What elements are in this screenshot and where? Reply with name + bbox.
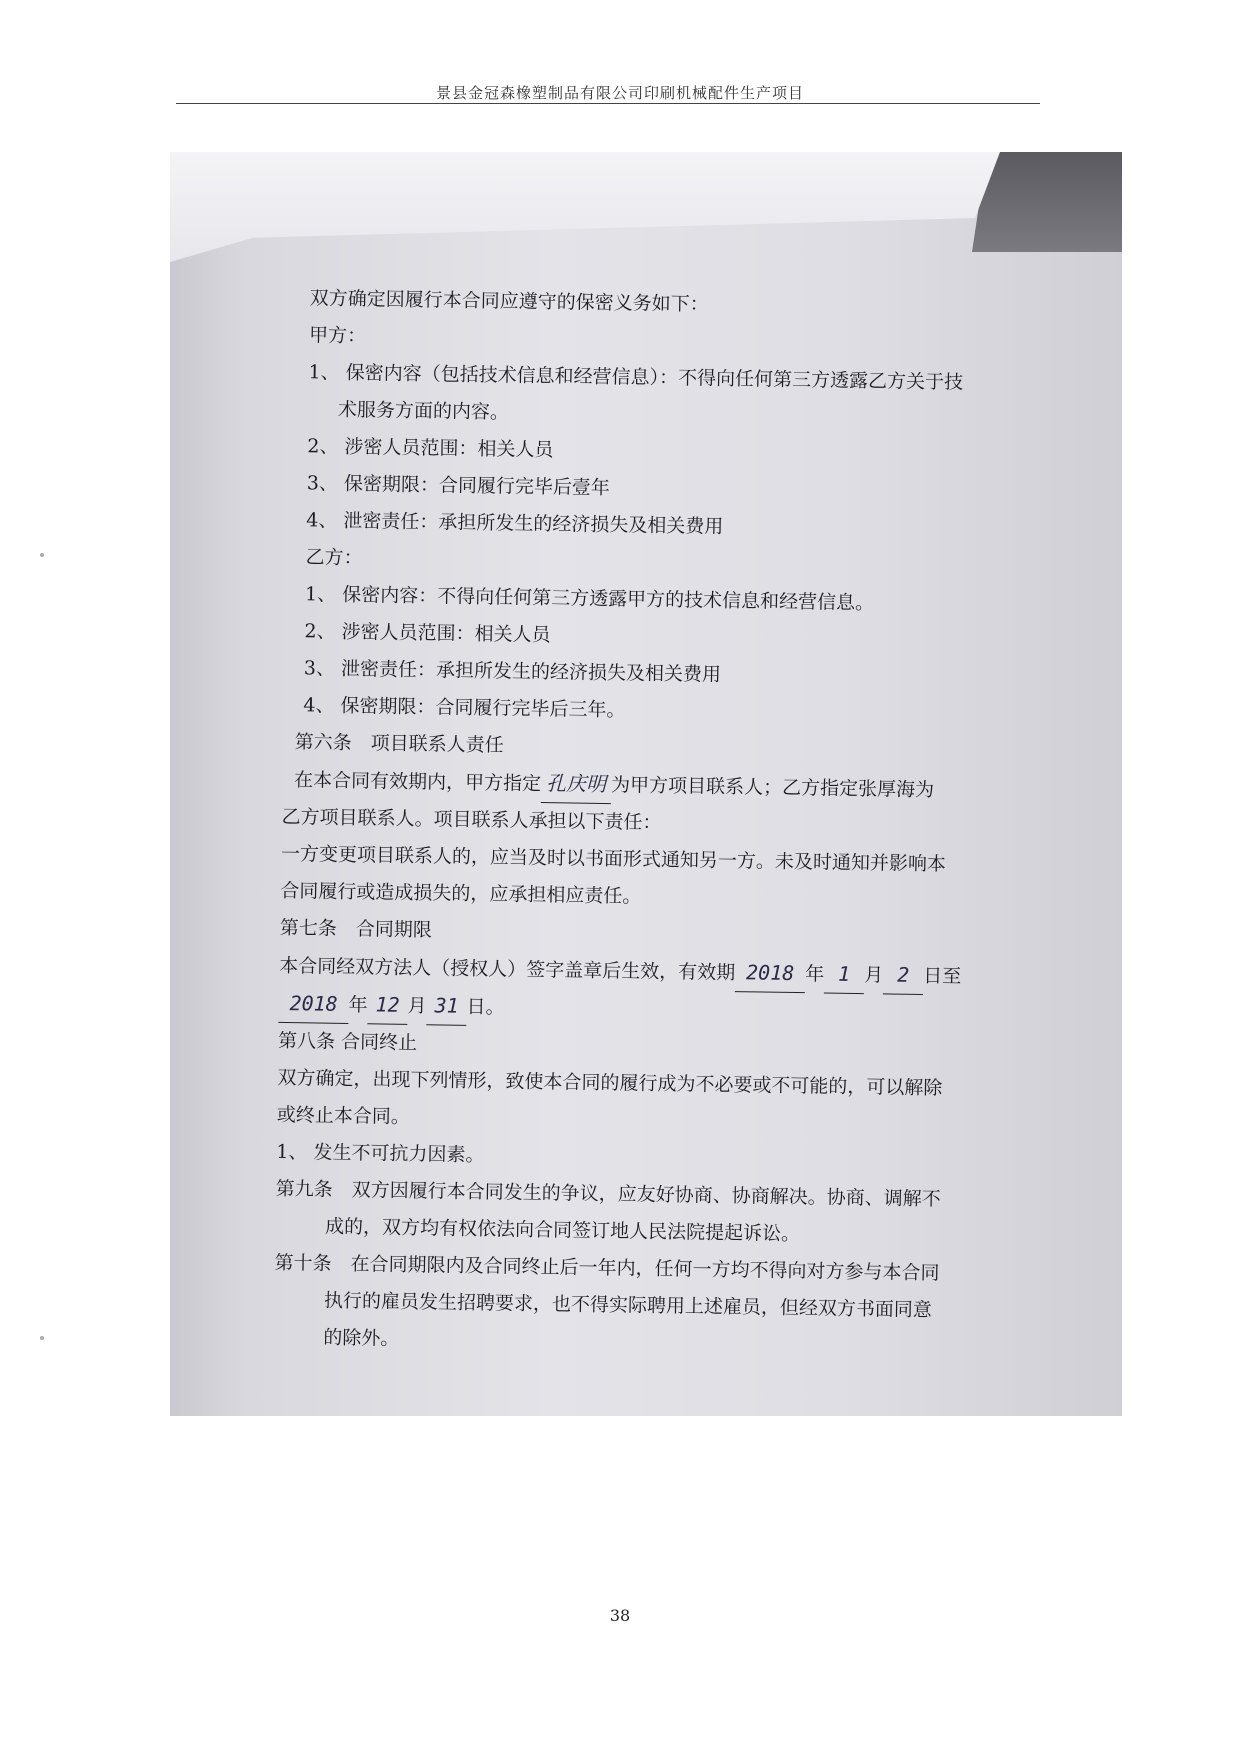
handwritten-contact-name: 孔庆明	[541, 765, 612, 804]
day-to-unit: 日至	[923, 965, 962, 988]
handwritten-start-year: 2018	[735, 954, 806, 993]
handwritten-end-year: 2018	[278, 985, 349, 1024]
scanned-contract-photo	[170, 152, 1122, 1416]
article-6-text: 合同履行或造成损失的，应承担相应责任。	[280, 879, 642, 908]
article-6-text: 为甲方项目联系人；乙方指定张厚海为	[610, 774, 935, 802]
handwritten-start-month: 1	[824, 955, 865, 994]
party-a-item: 3、 保密期限：合同履行完毕后壹年	[306, 472, 611, 500]
header-rule	[176, 103, 1040, 104]
folded-paper-edge	[170, 152, 1000, 262]
article-6-text: 一方变更项目联系人的，应当及时以书面形式通知另一方。未及时通知并影响本	[280, 842, 947, 876]
handwritten-start-day: 2	[883, 956, 924, 995]
article-9-text: 成的，双方均有权依法向合同签订地人民法院提起诉讼。	[324, 1215, 801, 1246]
article-8-text: 双方确定，出现下列情形，致使本合同的履行成为不必要或不可能的，可以解除	[277, 1066, 943, 1100]
month-unit: 月	[407, 994, 427, 1018]
year-unit: 年	[348, 994, 368, 1017]
article-6-text: 乙方项目联系人。项目联系人承担以下责任：	[281, 805, 662, 834]
article-9-text: 双方因履行本合同发生的争议，应友好协商、协商解决。协商、调解不	[351, 1179, 941, 1211]
confidentiality-intro: 双方确定因履行本合同应遵守的保密义务如下：	[309, 287, 709, 316]
article-8-item: 1、 发生不可抗力因素。	[276, 1140, 485, 1167]
party-b-label: 乙方：	[305, 546, 363, 570]
party-a-item-continued: 术服务方面的内容。	[337, 398, 510, 424]
article-6-text: 在本合同有效期内，甲方指定	[293, 769, 542, 796]
contract-text	[273, 280, 1070, 1368]
article-10-text: 的除外。	[323, 1326, 400, 1350]
handwritten-end-day: 31	[426, 987, 467, 1026]
party-b-item: 3、 泄密责任：承担所发生的经济损失及相关费用	[303, 657, 722, 686]
year-unit: 年	[805, 963, 825, 986]
party-a-label: 甲方：	[308, 324, 367, 348]
scan-speck	[40, 1336, 44, 1340]
article-10-text: 在合同期限内及合同终止后一年内，任何一方均不得向对方参与本合同	[350, 1253, 940, 1285]
party-a-item: 4、 泄密责任：承担所发生的经济损失及相关费用	[306, 509, 724, 538]
party-b-item: 2、 涉密人员范围：相关人员	[304, 620, 551, 647]
article-10-title: 第十条	[274, 1251, 332, 1275]
day-end-unit: 日。	[466, 995, 505, 1019]
handwritten-end-month: 12	[367, 986, 408, 1025]
scan-speck	[40, 553, 44, 557]
page-number: 38	[609, 1606, 631, 1625]
article-8-title: 第八条 合同终止	[277, 1029, 418, 1055]
running-header: 景县金冠森橡塑制品有限公司印刷机械配件生产项目	[435, 84, 804, 102]
party-b-item: 4、 保密期限：合同履行完毕后三年。	[303, 694, 626, 722]
party-b-item: 1、 保密内容：不得向任何第三方透露甲方的技术信息和经营信息。	[304, 583, 875, 615]
article-7-text: 本合同经双方法人（授权人）签字盖章后生效，有效期	[279, 954, 736, 985]
article-9-title: 第九条	[275, 1177, 333, 1201]
party-a-item: 2、 涉密人员范围：相关人员	[307, 435, 554, 462]
article-8-text: 或终止本合同。	[276, 1103, 411, 1128]
article-7-title: 第七条 合同期限	[279, 916, 432, 942]
article-6-title: 第六条 项目联系人责任	[294, 731, 504, 757]
month-unit: 月	[864, 964, 884, 987]
article-10-text: 执行的雇员发生招聘要求，也不得实际聘用上述雇员，但经双方书面同意	[323, 1289, 933, 1322]
party-a-item: 1、 保密内容（包括技术信息和经营信息）：不得向任何第三方透露乙方关于技	[308, 361, 964, 394]
photo-background-corner	[972, 152, 1122, 252]
